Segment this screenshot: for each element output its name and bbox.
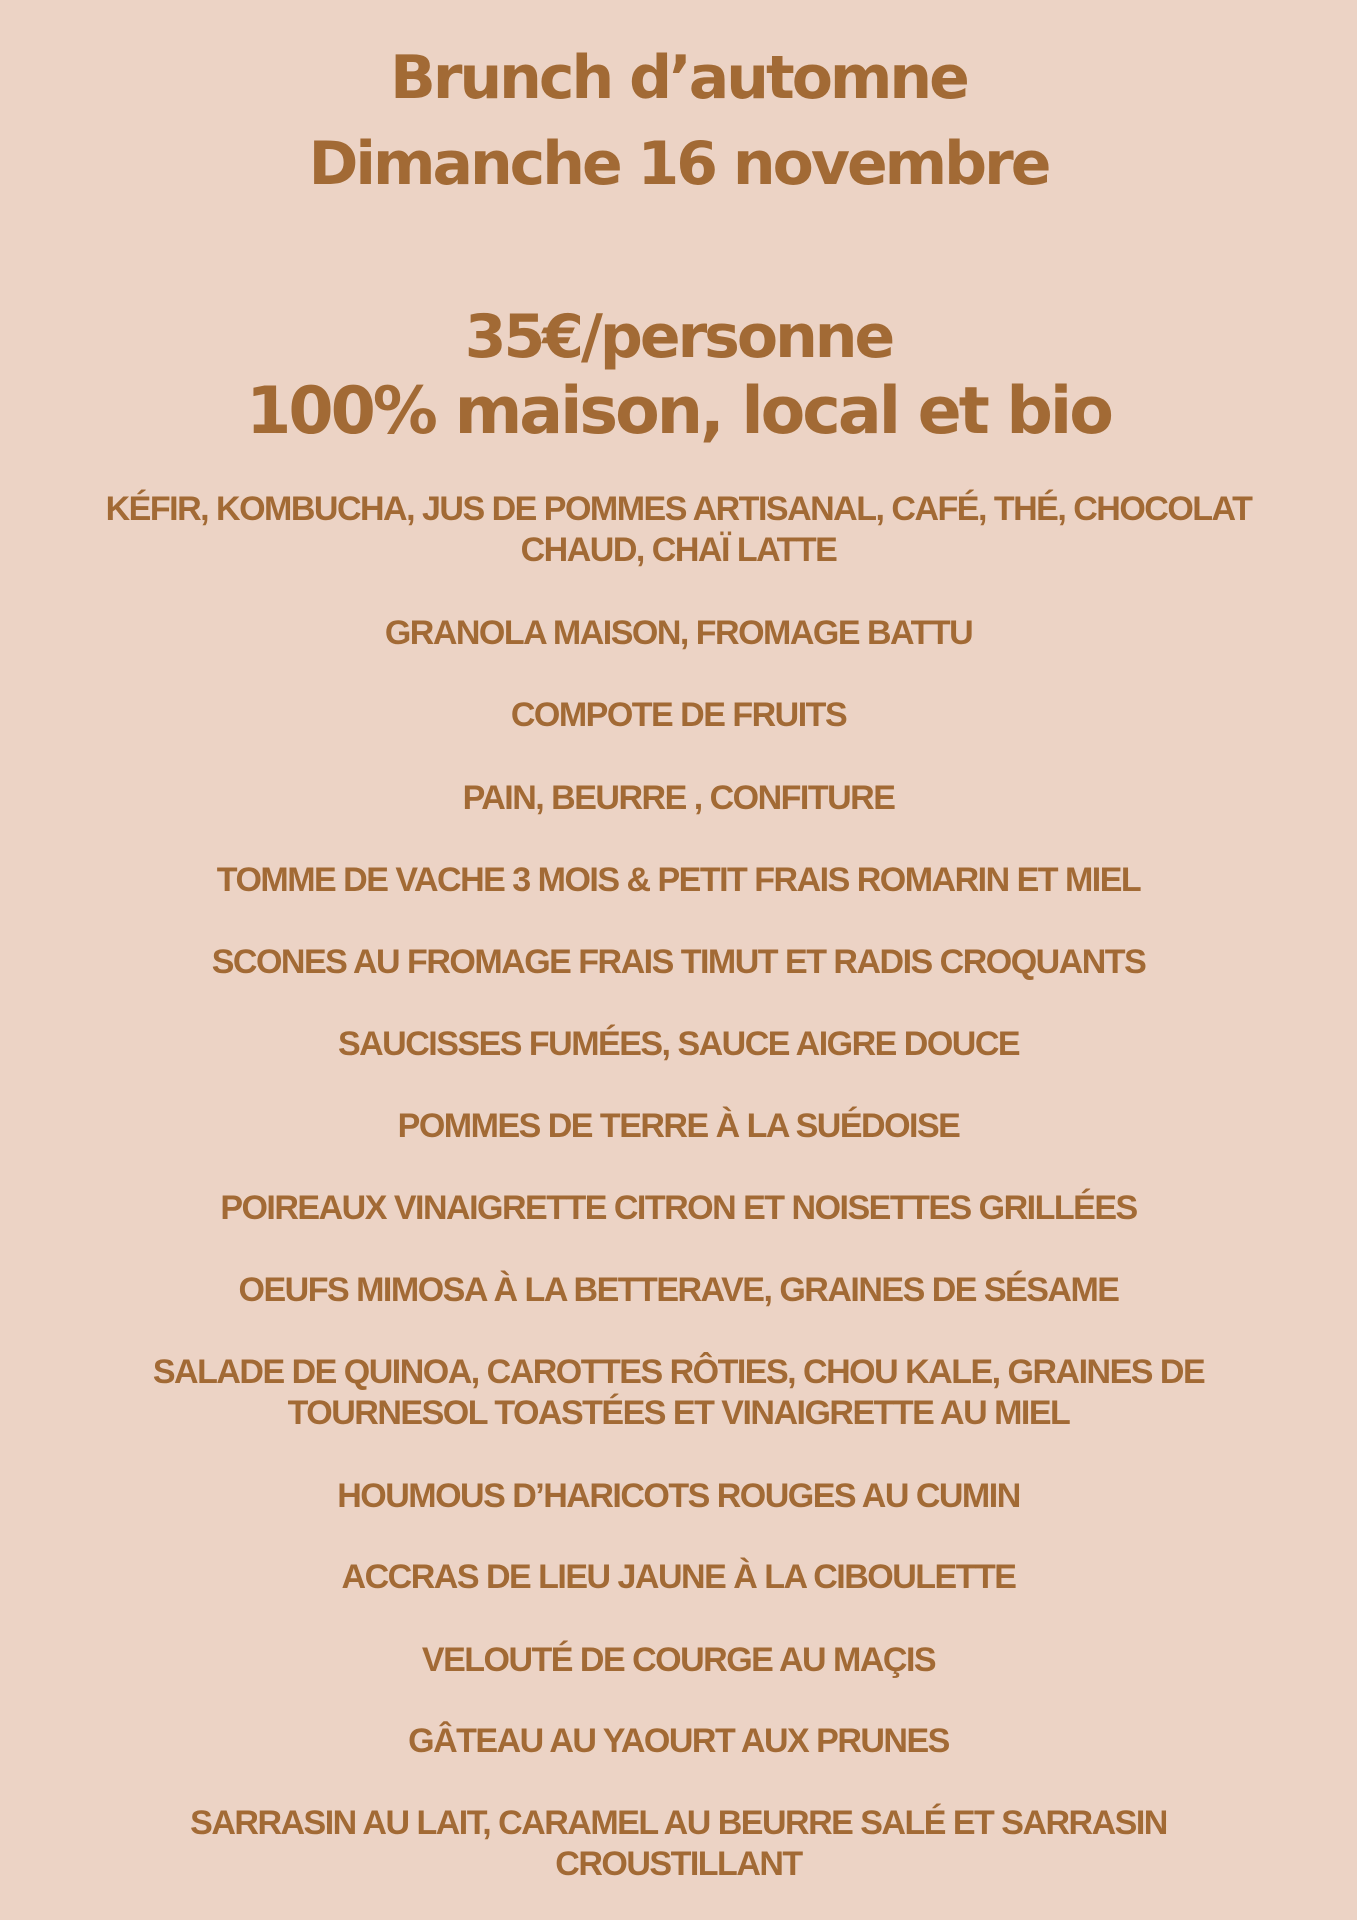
menu-item-line: CROUSTILLANT: [555, 1845, 802, 1883]
menu-item-granola: [60, 613, 1297, 654]
menu-item-soup: [60, 1640, 1297, 1681]
menu-item-cheese: [60, 860, 1297, 901]
menu-item-line: TOURNESOL TOASTÉES ET VINAIGRETTE AU MIEL: [287, 1394, 1070, 1432]
menu-item-line: GRANOLA MAISON, FROMAGE BATTU: [384, 614, 973, 652]
menu-item-line: SALADE DE QUINOA, CAROTTES RÔTIES, CHOU KALE, GRAINES DE: [152, 1353, 1205, 1391]
menu-item-compote: [60, 695, 1297, 736]
menu-item-line: COMPOTE DE FRUITS: [510, 696, 847, 734]
menu-item-line: POIREAUX VINAIGRETTE CITRON ET NOISETTES GRILLÉES: [220, 1189, 1137, 1227]
menu-item-line: CHAUD, CHAÏ LATTE: [520, 531, 837, 569]
menu-item-hummus: [60, 1476, 1297, 1517]
menu-item-line: GÂTEAU AU YAOURT AUX PRUNES: [408, 1722, 949, 1760]
menu-item-accras: [60, 1557, 1297, 1598]
menu-item-scones: [60, 942, 1297, 983]
menu-item-line: SAUCISSES FUMÉES, SAUCE AIGRE DOUCE: [337, 1025, 1020, 1063]
menu-item-drinks: [60, 489, 1297, 571]
menu-item-cake: [60, 1721, 1297, 1762]
menu-item-line: VELOUTÉ DE COURGE AU MAÇIS: [421, 1641, 936, 1679]
menu-item-potatoes: [60, 1106, 1297, 1147]
menu-item-buckwheat-dessert: [60, 1803, 1297, 1885]
menu-item-line: OEUFS MIMOSA À LA BETTERAVE, GRAINES DE SÉSAME: [238, 1271, 1119, 1309]
tagline: 100% maison, local et bio: [246, 374, 1111, 449]
menu-item-line: TOMME DE VACHE 3 MOIS & PETIT FRAIS ROMARIN ET MIEL: [216, 861, 1141, 899]
event-date: Dimanche 16 novembre: [308, 129, 1049, 199]
menu-item-line: SARRASIN AU LAIT, CARAMEL AU BEURRE SALÉ ET SARRASIN: [190, 1804, 1167, 1842]
menu-item-bread: [60, 778, 1297, 819]
event-title: Brunch d’automne: [390, 43, 967, 113]
menu-item-line: HOUMOUS D’HARICOTS ROUGES AU CUMIN: [337, 1477, 1020, 1515]
menu-item-eggs: [60, 1270, 1297, 1311]
menu-item-sausages: [60, 1024, 1297, 1065]
menu-item-line: PAIN, BEURRE , CONFITURE: [462, 779, 895, 817]
menu-item-line: POMMES DE TERRE À LA SUÉDOISE: [397, 1107, 960, 1145]
menu-item-line: KÉFIR, KOMBUCHA, JUS DE POMMES ARTISANAL, CAFÉ, THÉ, CHOCOLAT: [105, 490, 1252, 528]
menu-item-line: SCONES AU FROMAGE FRAIS TIMUT ET RADIS CROQUANTS: [211, 943, 1146, 981]
menu-item-line: ACCRAS DE LIEU JAUNE À LA CIBOULETTE: [341, 1558, 1016, 1596]
menu-item-leeks: [60, 1188, 1297, 1229]
menu-item-quinoa-salad: [60, 1352, 1297, 1434]
price-per-person: 35€/personne: [464, 302, 893, 372]
